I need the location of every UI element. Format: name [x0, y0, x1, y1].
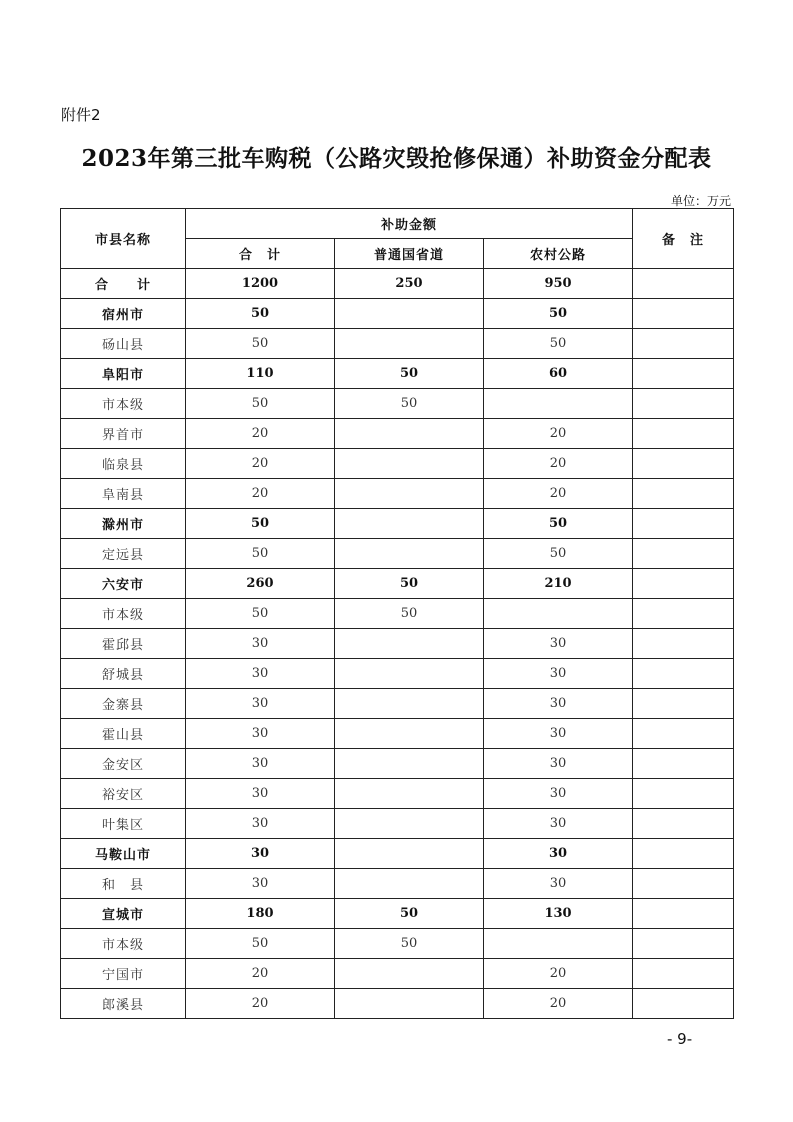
rural-road-cell: 20	[484, 959, 633, 989]
provincial-road-cell: 50	[335, 359, 484, 389]
remark-cell	[633, 569, 734, 599]
table-row	[61, 569, 734, 599]
rural-road-cell: 30	[484, 659, 633, 689]
provincial-road-cell	[335, 479, 484, 509]
total-cell: 50	[186, 329, 335, 359]
remark-cell	[633, 929, 734, 959]
allocation-table	[60, 208, 734, 1019]
region-name-cell: 舒城县	[61, 659, 186, 689]
region-name-cell: 宿州市	[61, 299, 186, 329]
provincial-road-cell	[335, 869, 484, 899]
provincial-road-cell	[335, 719, 484, 749]
table-row	[61, 509, 734, 539]
provincial-road-cell	[335, 419, 484, 449]
remark-cell	[633, 359, 734, 389]
provincial-road-cell	[335, 749, 484, 779]
rural-road-cell: 50	[484, 329, 633, 359]
rural-road-cell: 30	[484, 809, 633, 839]
total-cell: 20	[186, 959, 335, 989]
provincial-road-cell: 50	[335, 899, 484, 929]
total-cell: 30	[186, 749, 335, 779]
provincial-road-cell	[335, 809, 484, 839]
region-name-cell: 砀山县	[61, 329, 186, 359]
remark-cell	[633, 599, 734, 629]
region-name-cell: 裕安区	[61, 779, 186, 809]
total-cell: 1200	[186, 269, 335, 299]
table-row	[61, 809, 734, 839]
total-cell: 50	[186, 509, 335, 539]
remark-cell	[633, 539, 734, 569]
rural-road-cell: 130	[484, 899, 633, 929]
region-name-cell: 定远县	[61, 539, 186, 569]
rural-road-cell	[484, 389, 633, 419]
remark-cell	[633, 869, 734, 899]
region-name-cell: 霍山县	[61, 719, 186, 749]
region-name-cell: 市本级	[61, 929, 186, 959]
total-cell: 30	[186, 719, 335, 749]
region-name-cell: 滁州市	[61, 509, 186, 539]
header-total: 合 计	[186, 239, 335, 269]
provincial-road-cell	[335, 509, 484, 539]
remark-cell	[633, 719, 734, 749]
rural-road-cell: 50	[484, 539, 633, 569]
rural-road-cell: 30	[484, 689, 633, 719]
table-row	[61, 389, 734, 419]
unit-label: 单位：万元	[670, 194, 731, 208]
table-row	[61, 929, 734, 959]
provincial-road-cell	[335, 449, 484, 479]
total-cell: 20	[186, 419, 335, 449]
remark-cell	[633, 509, 734, 539]
header-remark: 备 注	[633, 209, 734, 269]
region-name-cell: 宣城市	[61, 899, 186, 929]
table-row	[61, 359, 734, 389]
total-cell: 30	[186, 629, 335, 659]
total-cell: 30	[186, 809, 335, 839]
remark-cell	[633, 329, 734, 359]
rural-road-cell: 30	[484, 719, 633, 749]
provincial-road-cell	[335, 629, 484, 659]
header-provincial-road: 普通国省道	[335, 239, 484, 269]
remark-cell	[633, 389, 734, 419]
rural-road-cell: 20	[484, 479, 633, 509]
remark-cell	[633, 839, 734, 869]
table-row	[61, 599, 734, 629]
rural-road-cell: 60	[484, 359, 633, 389]
total-cell: 50	[186, 389, 335, 419]
table-row	[61, 629, 734, 659]
total-cell: 50	[186, 599, 335, 629]
rural-road-cell: 20	[484, 449, 633, 479]
attachment-label: 附件2	[61, 106, 101, 124]
table-row	[61, 419, 734, 449]
table-row	[61, 779, 734, 809]
table-row	[61, 299, 734, 329]
provincial-road-cell: 50	[335, 389, 484, 419]
rural-road-cell: 30	[484, 779, 633, 809]
header-rural-road: 农村公路	[484, 239, 633, 269]
table-row	[61, 839, 734, 869]
provincial-road-cell: 50	[335, 599, 484, 629]
region-name-cell: 界首市	[61, 419, 186, 449]
remark-cell	[633, 899, 734, 929]
rural-road-cell	[484, 599, 633, 629]
region-name-cell: 合 计	[61, 269, 186, 299]
provincial-road-cell	[335, 329, 484, 359]
remark-cell	[633, 659, 734, 689]
table-row	[61, 689, 734, 719]
page-number: - 9-	[667, 1030, 693, 1048]
table-row	[61, 269, 734, 299]
table-row	[61, 899, 734, 929]
region-name-cell: 市本级	[61, 599, 186, 629]
rural-road-cell: 50	[484, 299, 633, 329]
rural-road-cell: 30	[484, 839, 633, 869]
table-header	[61, 209, 734, 269]
total-cell: 30	[186, 869, 335, 899]
total-cell: 30	[186, 779, 335, 809]
total-cell: 30	[186, 689, 335, 719]
region-name-cell: 市本级	[61, 389, 186, 419]
table-row	[61, 449, 734, 479]
table-row	[61, 479, 734, 509]
total-cell: 50	[186, 929, 335, 959]
region-name-cell: 马鞍山市	[61, 839, 186, 869]
total-cell: 260	[186, 569, 335, 599]
remark-cell	[633, 419, 734, 449]
region-name-cell: 阜阳市	[61, 359, 186, 389]
table-row	[61, 749, 734, 779]
remark-cell	[633, 959, 734, 989]
provincial-road-cell	[335, 959, 484, 989]
total-cell: 30	[186, 659, 335, 689]
region-name-cell: 六安市	[61, 569, 186, 599]
provincial-road-cell: 50	[335, 929, 484, 959]
header-region: 市县名称	[61, 209, 186, 269]
remark-cell	[633, 749, 734, 779]
region-name-cell: 和 县	[61, 869, 186, 899]
table-row	[61, 719, 734, 749]
provincial-road-cell: 250	[335, 269, 484, 299]
provincial-road-cell: 50	[335, 569, 484, 599]
remark-cell	[633, 689, 734, 719]
rural-road-cell: 30	[484, 629, 633, 659]
region-name-cell: 金寨县	[61, 689, 186, 719]
total-cell: 110	[186, 359, 335, 389]
document-title: 2023年第三批车购税（公路灾毁抢修保通）补助资金分配表	[81, 145, 712, 172]
region-name-cell: 宁国市	[61, 959, 186, 989]
table-row	[61, 329, 734, 359]
total-cell: 180	[186, 899, 335, 929]
provincial-road-cell	[335, 659, 484, 689]
provincial-road-cell	[335, 989, 484, 1019]
table-row	[61, 989, 734, 1019]
remark-cell	[633, 809, 734, 839]
region-name-cell: 临泉县	[61, 449, 186, 479]
table-row	[61, 659, 734, 689]
table-row	[61, 959, 734, 989]
provincial-road-cell	[335, 539, 484, 569]
total-cell: 20	[186, 479, 335, 509]
header-subsidy-group: 补助金额	[186, 209, 633, 239]
total-cell: 50	[186, 299, 335, 329]
remark-cell	[633, 449, 734, 479]
header-row-1	[61, 209, 734, 239]
rural-road-cell: 210	[484, 569, 633, 599]
provincial-road-cell	[335, 839, 484, 869]
region-name-cell: 金安区	[61, 749, 186, 779]
remark-cell	[633, 989, 734, 1019]
total-cell: 30	[186, 839, 335, 869]
region-name-cell: 郎溪县	[61, 989, 186, 1019]
table-row	[61, 869, 734, 899]
remark-cell	[633, 779, 734, 809]
rural-road-cell	[484, 929, 633, 959]
region-name-cell: 霍邱县	[61, 629, 186, 659]
rural-road-cell: 30	[484, 869, 633, 899]
remark-cell	[633, 299, 734, 329]
region-name-cell: 叶集区	[61, 809, 186, 839]
total-cell: 20	[186, 449, 335, 479]
rural-road-cell: 20	[484, 419, 633, 449]
remark-cell	[633, 479, 734, 509]
rural-road-cell: 30	[484, 749, 633, 779]
table-body	[61, 269, 734, 1019]
rural-road-cell: 20	[484, 989, 633, 1019]
rural-road-cell: 50	[484, 509, 633, 539]
region-name-cell: 阜南县	[61, 479, 186, 509]
rural-road-cell: 950	[484, 269, 633, 299]
remark-cell	[633, 269, 734, 299]
total-cell: 50	[186, 539, 335, 569]
total-cell: 20	[186, 989, 335, 1019]
provincial-road-cell	[335, 779, 484, 809]
provincial-road-cell	[335, 299, 484, 329]
remark-cell	[633, 629, 734, 659]
provincial-road-cell	[335, 689, 484, 719]
table-row	[61, 539, 734, 569]
